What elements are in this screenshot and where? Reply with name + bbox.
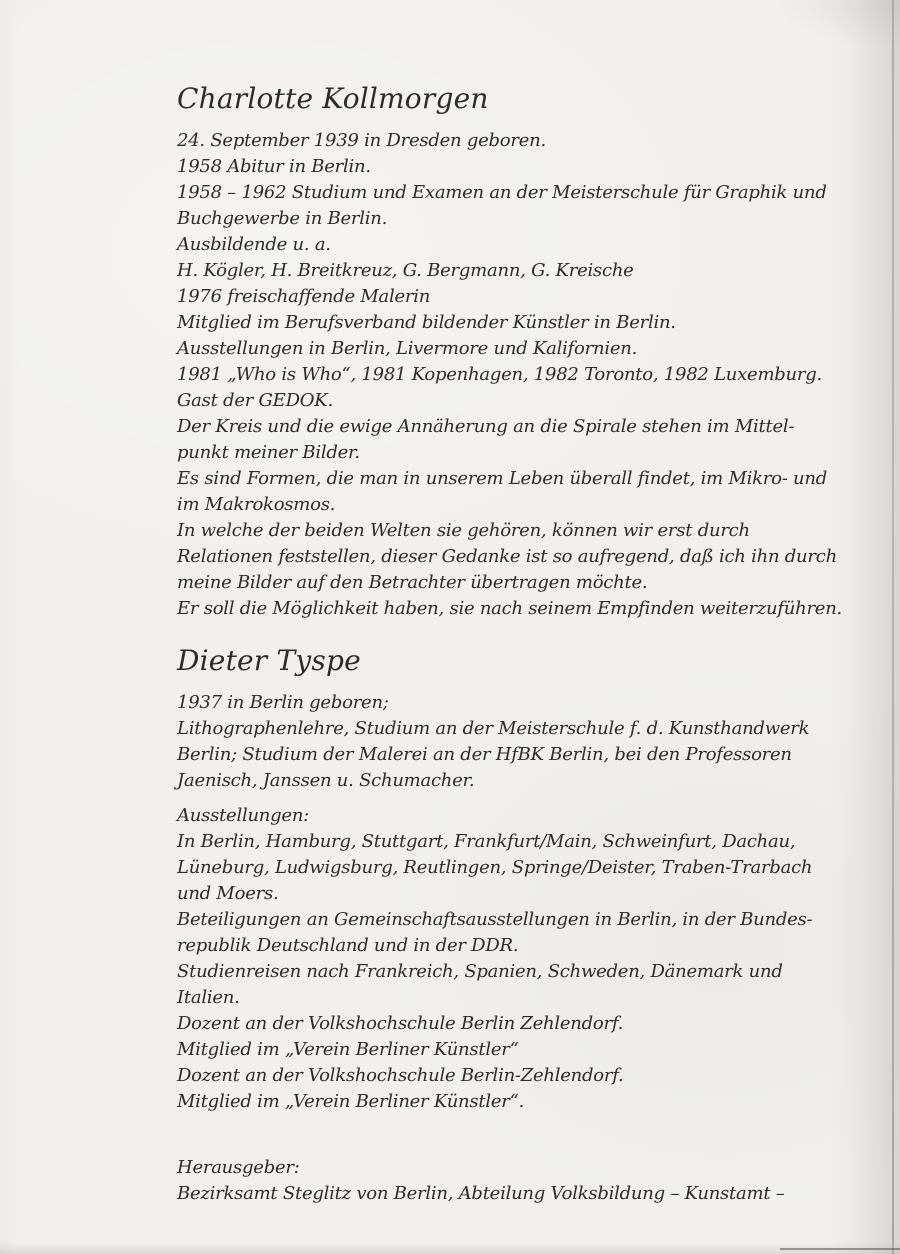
text-line: Lithographenlehre, Studium an der Meisterschule f. d. Kunsthandwerk: [177, 717, 810, 739]
text-line: Dozent an der Volkshochschule Berlin-Zehlendorf.: [177, 1064, 624, 1086]
text-line: im Makrokosmos.: [177, 493, 336, 515]
text-line: punkt meiner Bilder.: [177, 441, 360, 463]
text-line: meine Bilder auf den Betrachter übertragen möchte.: [177, 571, 648, 593]
text-line: Lüneburg, Ludwigsburg, Reutlingen, Springe/Deister, Traben-Trarbach: [177, 856, 813, 878]
bio-lines-kollmorgen: [177, 128, 843, 622]
scan-edge-shadow-bottom: [0, 1242, 900, 1254]
text-line: Relationen feststellen, dieser Gedanke ist so aufregend, daß ich ihn durch: [177, 545, 837, 567]
bio-section-kollmorgen: [177, 82, 843, 622]
bio-lines-tyspe-exhibitions: [177, 803, 813, 1115]
text-line: 1958 – 1962 Studium und Examen an der Meisterschule für Graphik und: [177, 181, 827, 203]
text-line: republik Deutschland und in der DDR.: [177, 934, 519, 956]
artist-name-heading: Charlotte Kollmorgen: [177, 82, 489, 115]
text-line: Mitglied im „Verein Berliner Künstler“: [177, 1038, 519, 1060]
bio-lines-tyspe-education: [177, 690, 810, 794]
text-block: [177, 82, 843, 1207]
text-line: Der Kreis und die ewige Annäherung an die Spirale stehen im Mittel-: [177, 415, 795, 437]
text-line: 24. September 1939 in Dresden geboren.: [177, 129, 546, 151]
text-line: 1937 in Berlin geboren;: [177, 691, 389, 713]
text-line: Er soll die Möglichkeit haben, sie nach seinem Empfinden weiterzuführen.: [177, 597, 843, 619]
text-line: und Moers.: [177, 882, 279, 904]
text-line: Mitglied im Berufsverband bildender Künstler in Berlin.: [177, 311, 676, 333]
text-line: Jaenisch, Janssen u. Schumacher.: [177, 769, 475, 791]
text-line: Dozent an der Volkshochschule Berlin Zehlendorf.: [177, 1012, 624, 1034]
text-line: In welche der beiden Welten sie gehören, können wir erst durch: [177, 519, 750, 541]
text-line: Italien.: [177, 986, 240, 1008]
text-line: 1958 Abitur in Berlin.: [177, 155, 371, 177]
text-line: In Berlin, Hamburg, Stuttgart, Frankfurt/Main, Schweinfurt, Dachau,: [177, 830, 796, 852]
page-edge-line-right: [892, 0, 894, 1254]
text-line: Bezirksamt Steglitz von Berlin, Abteilung Volksbildung – Kunstamt –: [177, 1182, 785, 1204]
text-line: Ausbildende u. a.: [177, 233, 331, 255]
scan-edge-shadow-top-right: [720, 0, 900, 70]
text-line: Buchgewerbe in Berlin.: [177, 207, 388, 229]
text-line: Es sind Formen, die man in unserem Leben überall findet, im Mikro- und: [177, 467, 827, 489]
text-line: Studienreisen nach Frankreich, Spanien, Schweden, Dänemark und: [177, 960, 783, 982]
text-line: Beteiligungen an Gemeinschaftsausstellungen in Berlin, in der Bundes-: [177, 908, 813, 930]
page-edge-line-bottom: [780, 1248, 900, 1250]
text-line: Gast der GEDOK.: [177, 389, 333, 411]
imprint-footer: [177, 1155, 785, 1207]
text-line: 1981 „Who is Who“, 1981 Kopenhagen, 1982 Toronto, 1982 Luxemburg.: [177, 363, 822, 385]
text-line: Berlin; Studium der Malerei an der HfBK Berlin, bei den Professoren: [177, 743, 792, 765]
text-line: 1976 freischaffende Malerin: [177, 285, 431, 307]
text-line: H. Kögler, H. Breitkreuz, G. Bergmann, G. Kreische: [177, 259, 634, 281]
text-line: Herausgeber:: [177, 1156, 300, 1178]
text-line: Ausstellungen in Berlin, Livermore und Kalifornien.: [177, 337, 638, 359]
text-line: Mitglied im „Verein Berliner Künstler“.: [177, 1090, 525, 1112]
imprint-lines: [177, 1155, 785, 1207]
bio-section-tyspe: [177, 643, 813, 1115]
artist-name-heading: Dieter Tyspe: [177, 643, 361, 677]
text-line: Ausstellungen:: [177, 804, 309, 826]
